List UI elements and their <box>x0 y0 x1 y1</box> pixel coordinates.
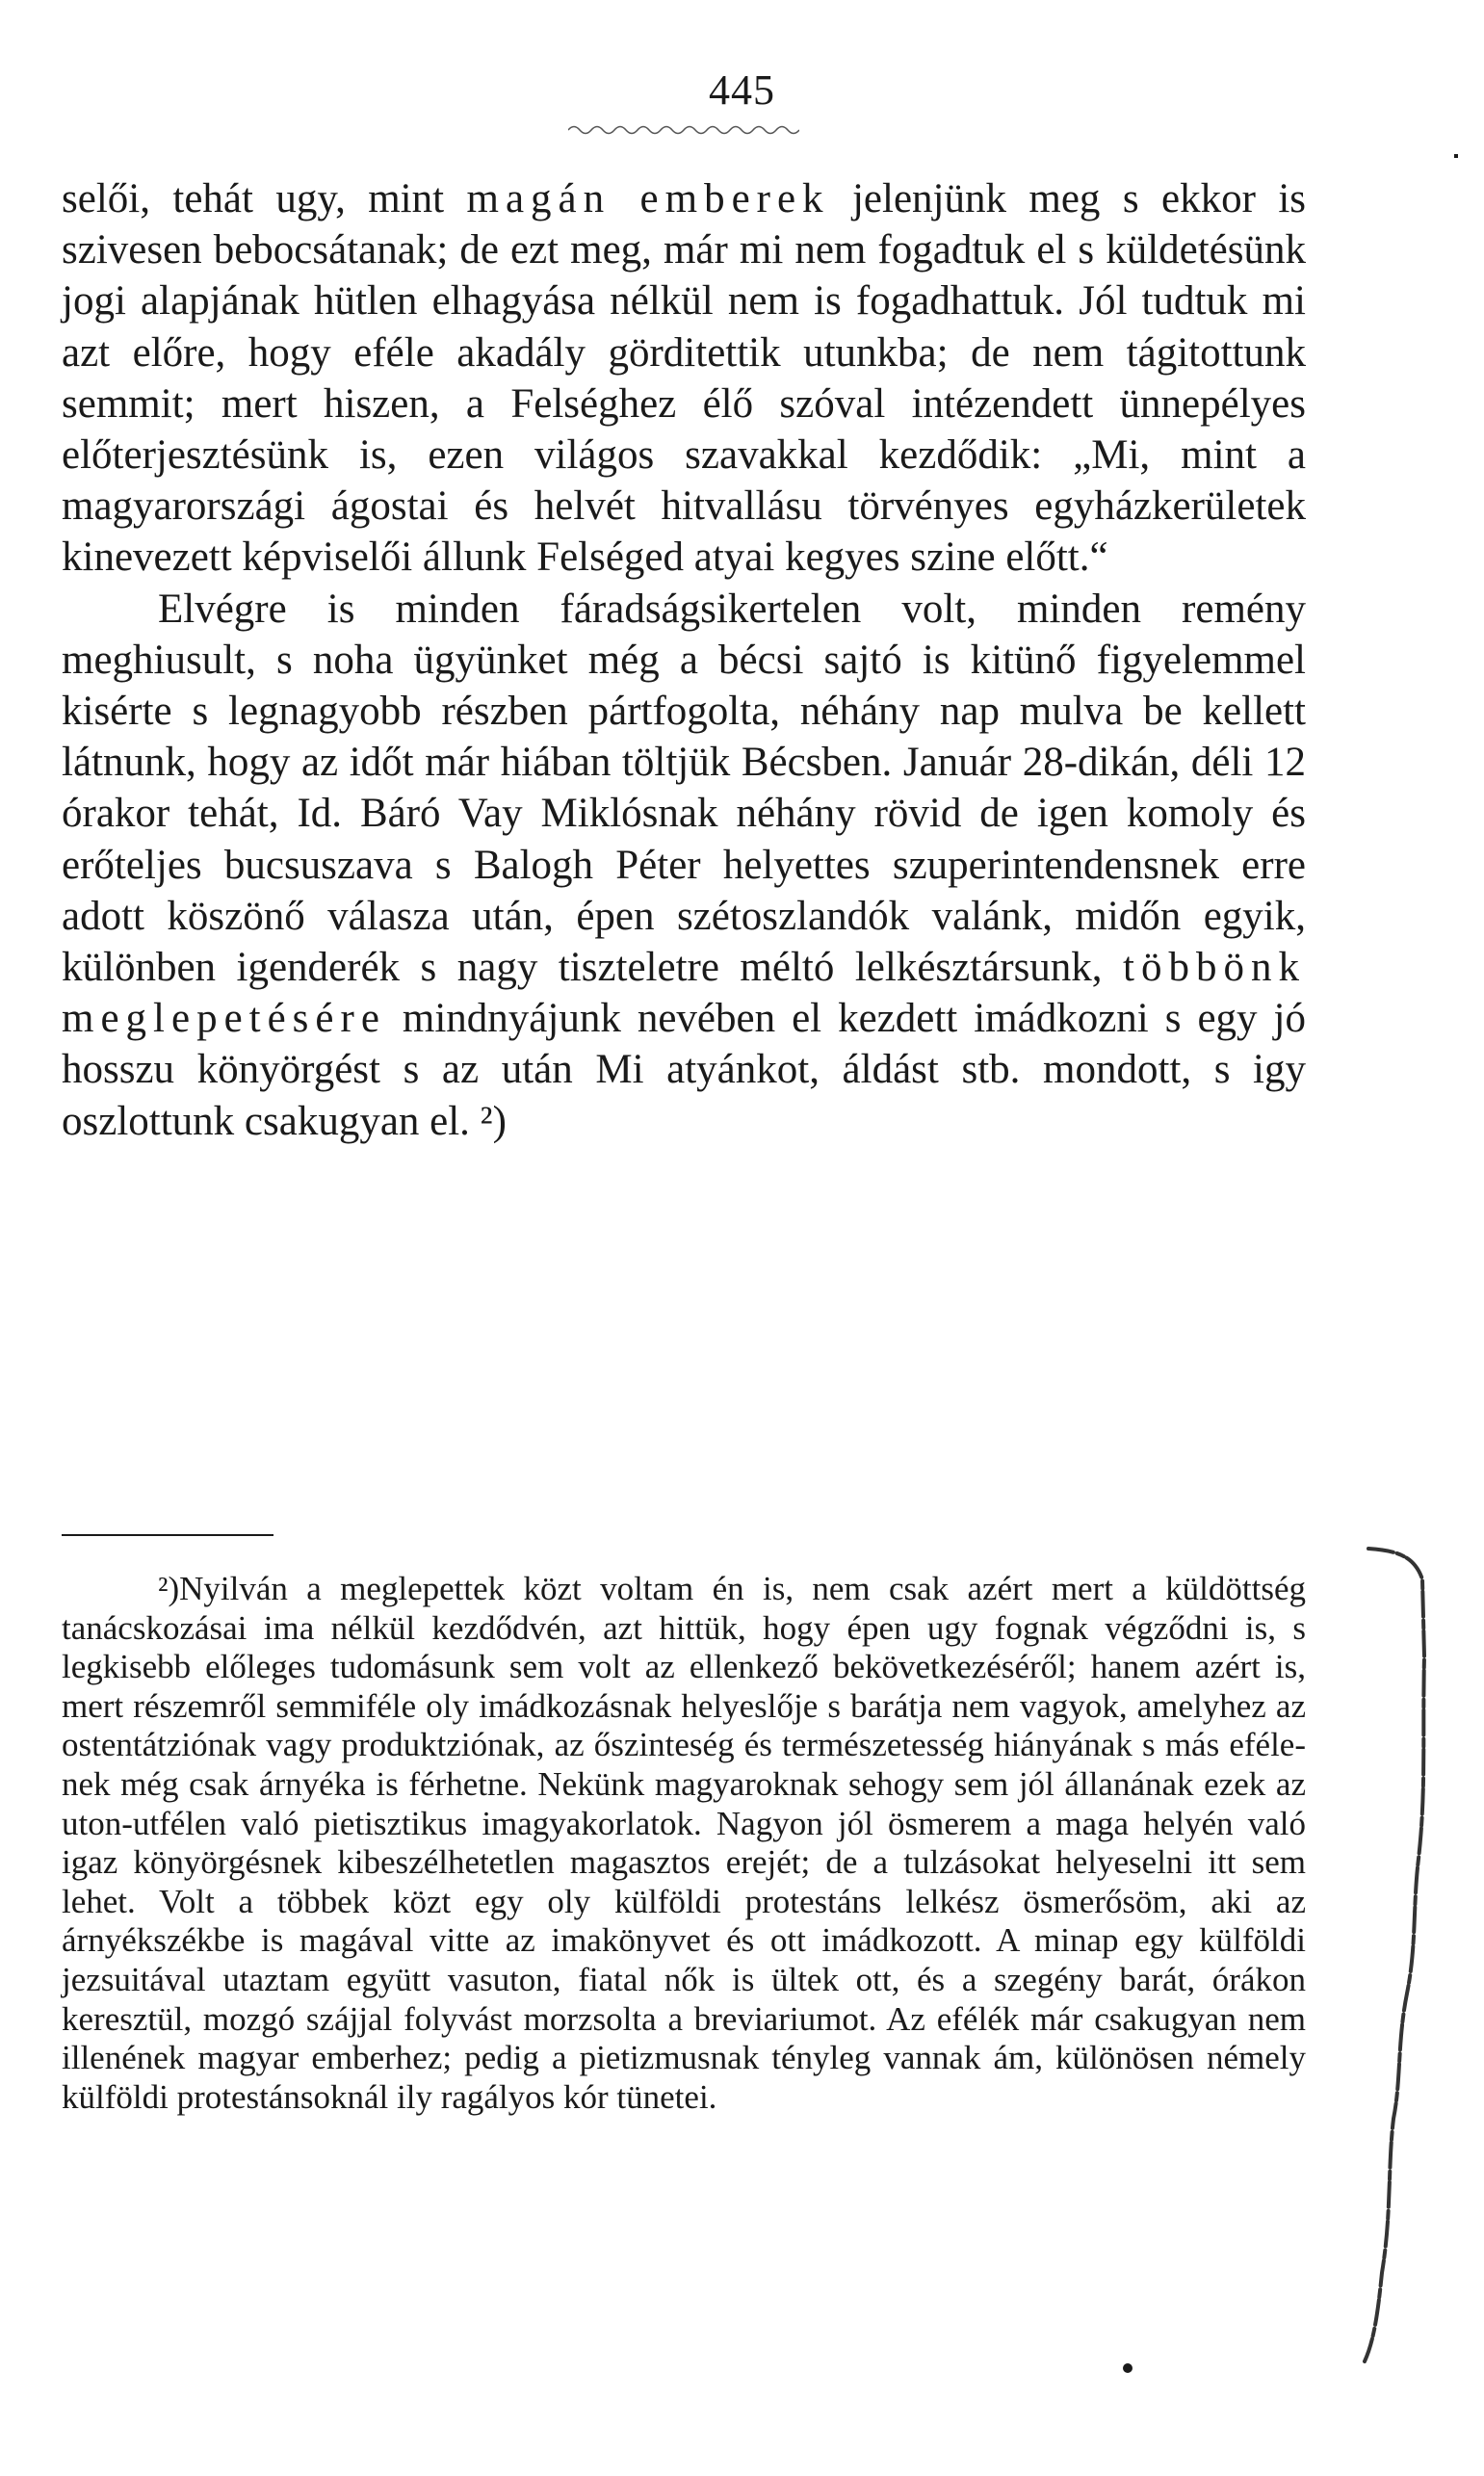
paragraph <box>62 584 1306 1147</box>
paragraph <box>62 173 1306 584</box>
footnote-divider <box>62 1534 273 1536</box>
paragraph-text: selői, tehát ugy, mint <box>62 176 467 222</box>
main-text <box>62 173 1306 1147</box>
emphasized-text: többönk meglepetésére <box>62 945 1306 1042</box>
emphasized-text: magán emberek <box>466 176 830 222</box>
paragraph-text: jelenjünk meg s ekkor is szivesen bebocsátanak; de ezt meg, már mi nem fogadtuk el s küldetésünk jogi alapjának hütlen elhagyása nélkül nem is fogadhattuk. Jól tudtuk mi azt előre, hogy eféle akadály görditettik utunkba; de nem tágitottunk semmit; mert hiszen, a Felséghez élő szóval intézendett ünnepélyes előterjesztésünk is, ezen világos szavakkal kezdődik: „Mi, mint a magyarországi ágostai és helvét hitvallásu törvényes egyházkerületek kinevezett képviselői állunk Felséged atyai kegyes szine előtt.“ <box>62 176 1307 581</box>
ink-dot <box>1123 2363 1133 2373</box>
paragraph-text: Elvégre is minden fáradságsikertelen volt, minden remény meghiusult, s noha ügyünket még a bécsi sajtó is kitünő figyelemmel kisérte s legnagyobb részben pártfogolta, néhány nap mulva be kellett látnunk, hogy az időt már hiában töltjük Bécsben. Január 28-dikán, déli 12 órakor tehát, Id. Báró Vay Miklósnak néhány rövid de igen komoly és erőteljes bucsuszava s Balogh Péter helyettes szuperintendensnek erre adott köszönő válasza után, épen szétoszlandók valánk, midőn egyik, különben igenderék s nagy tiszteletre méltó lelkésztársunk, <box>62 586 1306 991</box>
handwritten-margin-bracket <box>1359 1541 1436 2369</box>
paragraph-text: mindnyájunk nevében el kezdett imádkozni s egy jó hosszu könyörgést s az után Mi atyánkot, áldást stb. mondott, s igy oszlottunk csakugyan el. ²) <box>62 996 1306 1144</box>
page-number-ornament <box>568 123 799 137</box>
page-number: 445 <box>709 66 775 114</box>
margin-speck <box>1454 154 1458 158</box>
footnote: ²)Nyilván a meglepettek közt voltam én is, nem csak azért mert a küldöttség tanácskozásai ima nélkül kezdődvén, azt hittük, hogy épen ugy fognak végződni is, s legkisebb előleges tudomásunk sem volt az ellenkező bekövetkezéséről; hanem azért is, mert részemről semmiféle oly imádkozásnak helyeslője s barátja nem vagyok, amelyhez az ostentátziónak vagy produktziónak, az őszinteség és természetesség hiányának s más efélenek még csak árnyéka is férhetne. Nekünk magyaroknak sehogy sem jól állanának ezek az uton-utfélen való pietisztikus imagyakorlatok. Nagyon jól ösmerem a maga helyén való igaz könyörgésnek kibeszélhetetlen magasztos erejét; de a tulzásokat helyeselni itt sem lehet. Volt a többek közt egy oly külföldi protestáns lelkész ösmerősöm, aki az árnyékszékbe is magával vitte az imakönyvet és ott imádkozott. A minap egy külföldi jezsuitával utaztam együtt vasuton, fiatal nők is ültek ott, és a szegény barát, órákon keresztül, mozgó szájjal folyvást morzsolta a breviariumot. Az efélék már csakugyan nem illenének magyar emberhez; pedig a pietizmusnak tényleg vannak ám, különösen némely külföldi protestánsoknál ily ragályos kór tünetei. <box>62 1570 1306 2116</box>
